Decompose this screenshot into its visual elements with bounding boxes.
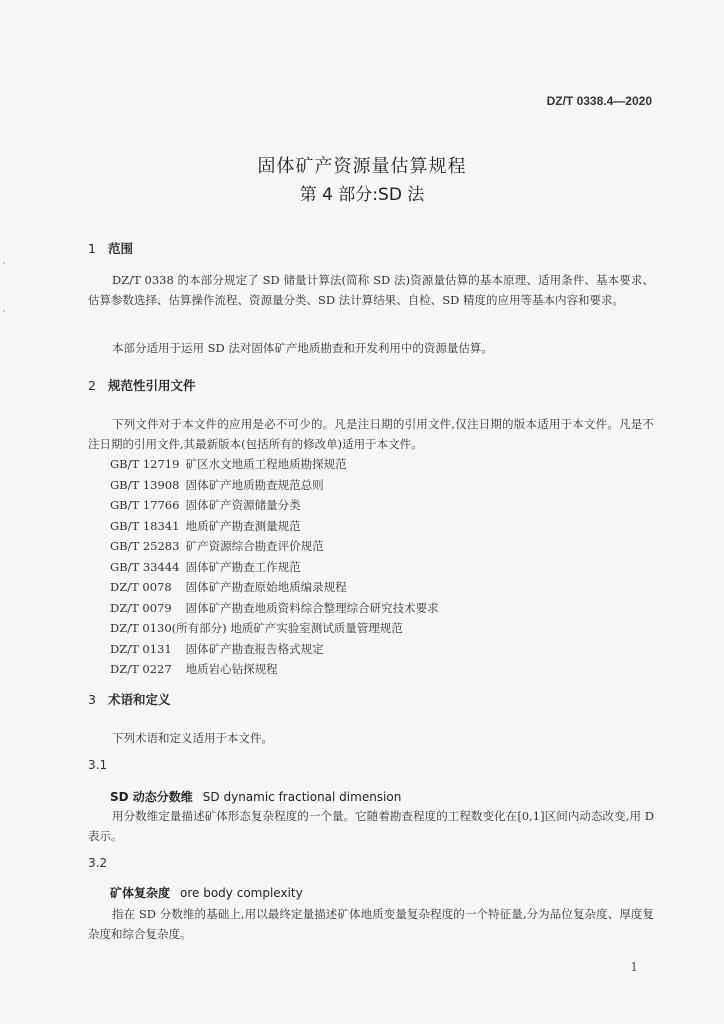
document-subtitle: 第 4 部分:SD 法: [299, 185, 425, 205]
section-heading-scope: [88, 239, 133, 257]
section-title: 规范性引用文件: [108, 378, 196, 393]
document-title: 固体矿产资源量估算规程: [257, 156, 467, 177]
reference-code: DZ/T 0131: [110, 641, 172, 656]
reference-code: GB/T 13908: [110, 477, 180, 492]
reference-code: GB/T 33444: [110, 559, 180, 574]
reference-code: DZ/T 0079: [110, 600, 172, 615]
reference-item: [110, 639, 439, 660]
section-number: 3: [88, 692, 96, 707]
reference-item: [110, 495, 439, 516]
reference-code: GB/T 12719: [110, 457, 180, 471]
reference-item: [110, 516, 439, 537]
term-number: 3.2: [88, 856, 108, 870]
section-title: 范围: [108, 241, 134, 256]
reference-item: [110, 577, 439, 598]
reference-code: GB/T 18341: [110, 518, 180, 533]
scan-mark: [3, 310, 5, 312]
reference-title: 固体矿产资源储量分类: [185, 498, 301, 512]
reference-item: [110, 454, 439, 475]
reference-title: 矿区水文地质工程地质勘探规范: [185, 457, 347, 471]
section-number: 2: [88, 378, 96, 393]
reference-item: [110, 475, 439, 496]
reference-code: GB/T 17766: [110, 498, 180, 512]
section-heading-references: [88, 376, 196, 394]
section-number: 1: [88, 241, 96, 256]
reference-code: DZ/T 0130(所有部分): [110, 621, 227, 635]
reference-list: [110, 454, 439, 680]
scope-paragraph-2: 本部分适用于运用 SD 法对固体矿产地质勘查和开发利用中的资源量估算。: [112, 341, 493, 355]
term-number: 3.1: [88, 758, 108, 772]
reference-code: DZ/T 0227: [110, 662, 172, 676]
reference-title: 地质矿产勘查测量规范: [185, 518, 301, 533]
term-definition: 指在 SD 分数维的基础上,用以最终定量描述矿体地质变量复杂程度的一个特征量,分为品位复杂度、厚度复杂度和综合复杂度。: [88, 907, 654, 941]
section-title: 术语和定义: [108, 692, 171, 707]
reference-item: [110, 618, 439, 639]
reference-title: 固体矿产地质勘查规范总则: [185, 477, 324, 492]
reference-title: 固体矿产勘查工作规范: [185, 559, 301, 574]
reference-item: [110, 557, 439, 578]
reference-title: 固体矿产勘查地质资料综合整理综合研究技术要求: [185, 600, 439, 615]
reference-item: [110, 598, 439, 619]
reference-item: [110, 659, 439, 680]
term-heading: [110, 884, 303, 901]
reference-title: 固体矿产勘查报告格式规定: [185, 641, 324, 656]
term-zh: 矿体复杂度: [110, 886, 171, 900]
term-en: SD dynamic fractional dimension: [202, 790, 402, 804]
reference-title: 地质岩心钻探规程: [185, 662, 278, 676]
standard-code: DZ/T 0338.4—2020: [546, 94, 652, 108]
terms-intro: 下列术语和定义适用于本文件。: [112, 731, 273, 745]
term-zh: SD 动态分数维: [110, 790, 193, 804]
reference-item: [110, 536, 439, 557]
reference-title: 矿产资源综合勘查评价规范: [185, 539, 324, 553]
reference-title: 固体矿产勘查原始地质编录规程: [185, 580, 347, 594]
section-heading-terms: [88, 690, 171, 708]
reference-code: DZ/T 0078: [110, 580, 172, 594]
scope-paragraph-1: DZ/T 0338 的本部分规定了 SD 储量计算法(简称 SD 法)资源量估算的基本原理、适用条件、基本要求、估算参数选择、估算操作流程、资源量分类、SD 法计算结果、自检、SD 精度的应用等基本内容和要求。: [88, 273, 654, 307]
term-definition: 用分数维定量描述矿体形态复杂程度的一个量。它随着勘查程度的工程数变化在[0,1]区间内动态改变,用 D 表示。: [88, 809, 654, 843]
term-heading: [110, 788, 401, 805]
term-en: ore body complexity: [180, 886, 303, 900]
page-number: 1: [630, 960, 638, 974]
references-intro: 下列文件对于本文件的应用是必不可少的。凡是注日期的引用文件,仅注日期的版本适用于本文件。凡是不注日期的引用文件,其最新版本(包括所有的修改单)适用于本文件。: [88, 417, 654, 451]
scan-mark: [3, 262, 5, 264]
reference-code: GB/T 25283: [110, 539, 180, 553]
reference-title: 地质矿产实验室测试质量管理规范: [230, 621, 403, 635]
